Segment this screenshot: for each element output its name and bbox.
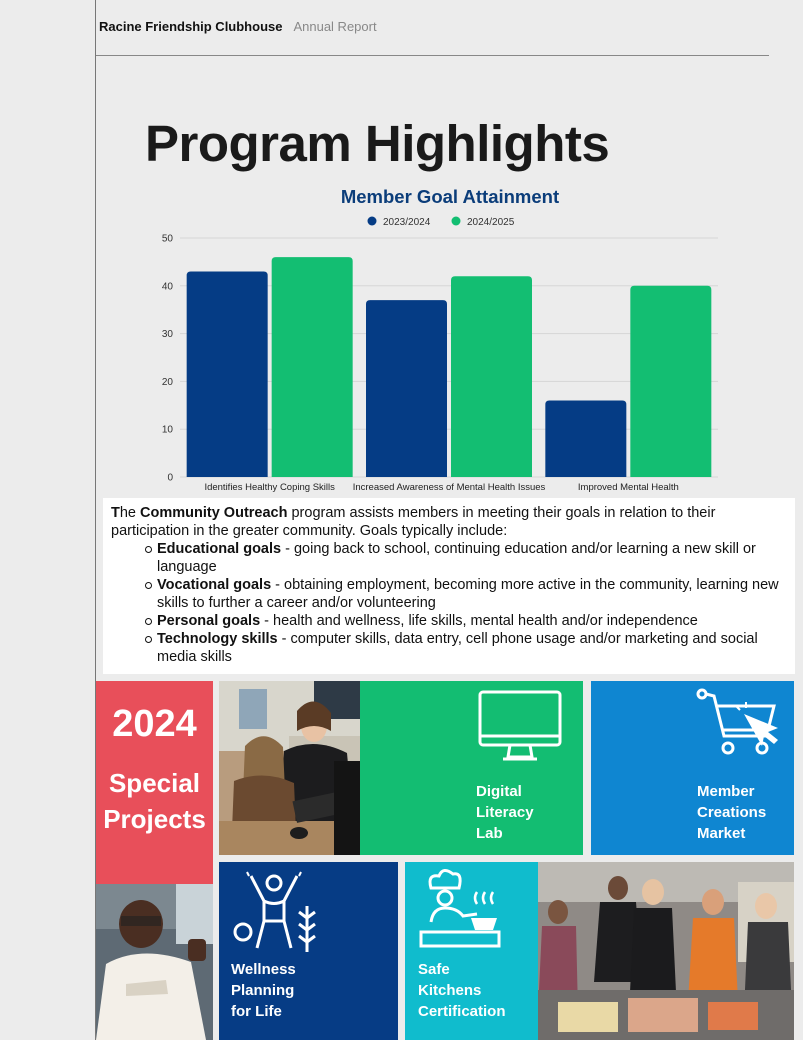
safe-kitchens-tile <box>405 862 538 1040</box>
shopping-cart-icon <box>694 686 784 764</box>
list-item <box>157 630 787 666</box>
goal-text: - going back to school, continuing education and/or learning a new skill or language <box>157 541 756 575</box>
bar <box>366 300 447 477</box>
chef-icon <box>417 866 503 950</box>
y-tick-label: 10 <box>161 424 173 436</box>
intro-dropcap: T <box>111 505 120 521</box>
bar <box>451 276 532 477</box>
intro-word: he <box>119 505 141 521</box>
goal-text: - computer skills, data entry, cell phone usage and/or marketing and social media skills <box>157 631 758 665</box>
goal-label: Vocational goals <box>157 577 272 593</box>
tile-label: Wellness Planning for Life <box>231 961 296 1020</box>
chart-title: Member Goal Attainment <box>340 186 560 207</box>
page-title: Program Highlights <box>145 115 610 172</box>
brand-name: Racine Friendship Clubhouse <box>99 19 283 34</box>
page-header <box>99 19 377 34</box>
kitchen-illustration <box>538 862 794 1040</box>
tile-label: Safe Kitchens Certification <box>418 961 506 1020</box>
bar <box>272 257 353 477</box>
x-tick-label: Improved Mental Health <box>577 482 679 493</box>
label-line: Projects <box>103 804 206 834</box>
x-tick-label: Increased Awareness of Mental Health Issues <box>352 482 546 493</box>
kitchen-photo <box>538 862 794 1040</box>
chart-x-labels <box>204 482 678 493</box>
header-rule <box>96 55 769 56</box>
bar <box>187 271 268 477</box>
y-tick-label: 50 <box>161 233 173 245</box>
projects-year: 2024 <box>112 703 197 745</box>
list-item <box>157 612 787 630</box>
chart-bars <box>187 257 712 477</box>
legend-label: 2024/2025 <box>467 217 515 228</box>
y-tick-label: 40 <box>161 281 173 293</box>
monitor-icon <box>475 689 565 763</box>
wellness-person-icon <box>229 866 319 954</box>
tile-label: Digital Literacy Lab <box>476 783 534 842</box>
digital-literacy-tile <box>360 681 583 855</box>
projects-label <box>96 765 213 837</box>
goal-text: - obtaining employment, becoming more active in the community, learning new skills to further a career and/or volunteering <box>157 577 779 611</box>
legend-marker <box>452 217 461 226</box>
outreach-intro <box>111 504 787 540</box>
goal-label: Technology skills <box>157 631 278 647</box>
member-market-tile <box>591 681 794 855</box>
special-projects-title-tile <box>96 681 213 884</box>
goal-text: - health and wellness, life skills, mental health and/or independence <box>260 613 698 629</box>
goals-list <box>111 540 787 666</box>
tile-label: Member Creations Market <box>697 783 767 842</box>
member-portrait-illustration <box>96 884 213 1040</box>
document-type: Annual Report <box>293 19 377 34</box>
goal-label: Personal goals <box>157 613 261 629</box>
program-name: Community Outreach <box>140 505 288 521</box>
chart-legend <box>368 217 515 229</box>
legend-label: 2023/2024 <box>383 217 431 228</box>
list-item <box>157 540 787 576</box>
intro-rest: program assists members in meeting their goals in relation to their participation in the greater community. Goals typically include: <box>111 505 716 539</box>
member-portrait-photo <box>96 884 213 1040</box>
y-tick-label: 0 <box>167 472 173 484</box>
computer-lab-illustration <box>219 681 360 855</box>
computer-lab-photo <box>219 681 360 855</box>
bar <box>630 286 711 477</box>
wellness-planning-tile <box>219 862 398 1040</box>
label-line: Special <box>108 768 201 798</box>
y-tick-label: 30 <box>161 329 173 341</box>
list-item <box>157 576 787 612</box>
legend-marker <box>368 217 377 226</box>
y-tick-label: 20 <box>161 376 173 388</box>
bar <box>545 401 626 477</box>
x-tick-label: Identifies Healthy Coping Skills <box>204 482 335 493</box>
member-goal-chart <box>140 180 730 495</box>
community-outreach-text <box>103 498 795 674</box>
goal-label: Educational goals <box>157 541 282 557</box>
